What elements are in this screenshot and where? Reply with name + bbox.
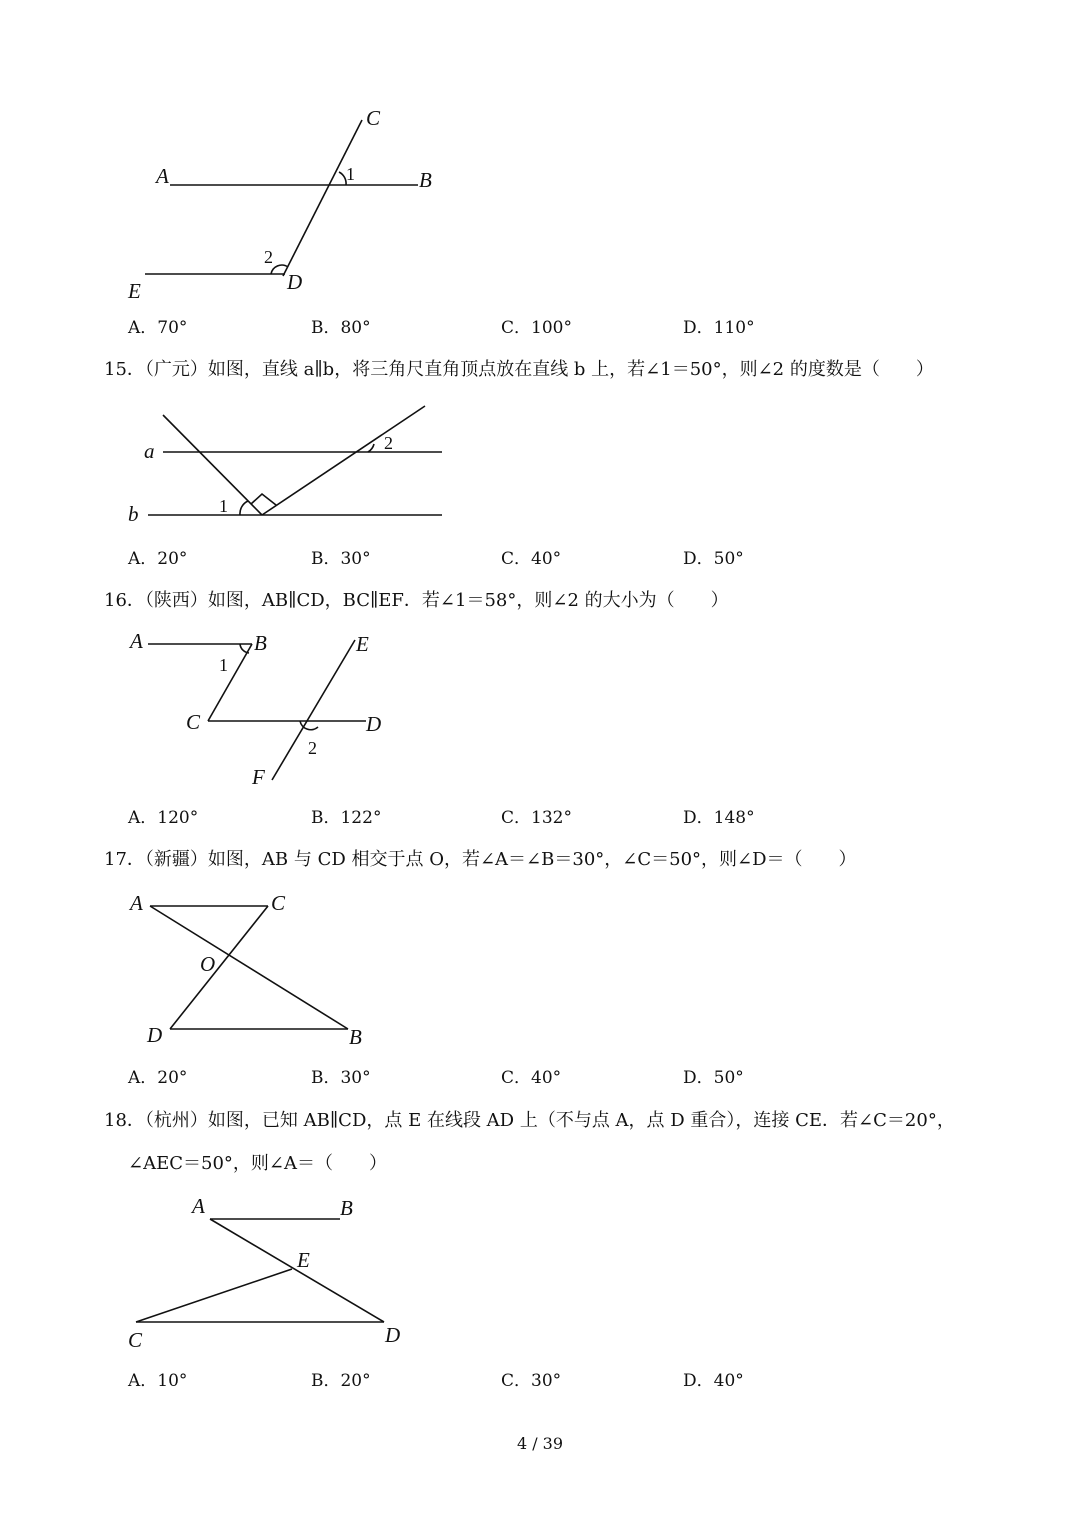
q14-option-c: C．100° — [501, 318, 572, 338]
q15-option-b: B．30° — [311, 549, 371, 569]
page-number: 4 / 39 — [516, 1434, 564, 1453]
q18-label-e: E — [297, 1248, 310, 1272]
q18-option-a: A．10° — [128, 1371, 188, 1391]
q16-label-a: A — [130, 629, 143, 653]
q15-figure — [148, 406, 442, 515]
q18-option-b: B．20° — [311, 1371, 371, 1391]
q14-line-cd — [283, 120, 362, 276]
q17-line-ab — [150, 906, 348, 1029]
q18-label-a: A — [192, 1194, 205, 1218]
q15-angle1-label: 1 — [219, 496, 228, 516]
q14-label-e: E — [128, 279, 141, 303]
q15-right-angle-mark — [251, 494, 276, 505]
q17-label-b: B — [349, 1025, 362, 1049]
q16-option-c: C．132° — [501, 808, 572, 828]
q14-option-b: B．80° — [311, 318, 371, 338]
q15-option-d: D．50° — [683, 549, 744, 569]
q15-question-text: 15．（广元）如图，直线 a∥b，将三角尺直角顶点放在直线 b 上，若∠1＝50°，则∠2 的度数是（ ） — [104, 359, 934, 380]
q16-label-e: E — [356, 632, 369, 656]
q14-angle2-label: 2 — [264, 247, 273, 267]
q16-angle1-label: 1 — [219, 655, 228, 675]
q15-option-a: A．20° — [128, 549, 188, 569]
q15-triangle-leg-left — [163, 415, 262, 515]
q18-option-c: C．30° — [501, 1371, 562, 1391]
q17-label-d: D — [147, 1023, 163, 1047]
q14-label-b: B — [419, 168, 432, 192]
q14-label-c: C — [366, 106, 381, 130]
q15-label-b: b — [128, 502, 139, 526]
q17-option-c: C．40° — [501, 1068, 562, 1088]
q15-angle2-label: 2 — [384, 433, 393, 453]
q16-line-bc — [208, 644, 252, 721]
q17-option-b: B．30° — [311, 1068, 371, 1088]
q14-label-a: A — [156, 164, 169, 188]
q18-question-text-line2: ∠AEC＝50°，则∠A＝（ ） — [128, 1153, 387, 1174]
q15-option-c: C．40° — [501, 549, 562, 569]
q16-label-b: B — [254, 631, 267, 655]
q14-option-a: A．70° — [128, 318, 188, 338]
q15-triangle-leg-right — [262, 406, 425, 515]
q17-figure — [150, 906, 348, 1029]
q16-question-text: 16．（陕西）如图，AB∥CD，BC∥EF．若∠1＝58°，则∠2 的大小为（ ） — [104, 590, 729, 611]
q14-label-d: D — [287, 270, 303, 294]
q17-label-o: O — [200, 952, 216, 976]
q16-option-d: D．148° — [683, 808, 755, 828]
q14-option-d: D．110° — [683, 318, 755, 338]
q16-label-c: C — [186, 710, 201, 734]
q18-option-d: D．40° — [683, 1371, 744, 1391]
q15-label-a: a — [144, 439, 155, 463]
q17-label-c: C — [271, 891, 286, 915]
q16-option-a: A．120° — [128, 808, 199, 828]
q18-figure — [136, 1219, 384, 1322]
q17-label-a: A — [130, 891, 143, 915]
q16-line-ef — [272, 640, 355, 780]
q16-figure — [148, 640, 366, 780]
q16-label-f: F — [252, 765, 265, 789]
q17-question-text: 17．（新疆）如图，AB 与 CD 相交于点 O，若∠A＝∠B＝30°，∠C＝50°，则∠D＝（ ） — [104, 849, 857, 870]
q18-question-text-line1: 18．（杭州）如图，已知 AB∥CD，点 E 在线段 AD 上（不与点 A，点 D 重合），连接 CE．若∠C＝20°， — [104, 1110, 955, 1131]
q18-line-ce — [136, 1269, 292, 1322]
q15-angle1-arc — [240, 501, 248, 515]
q16-label-d: D — [366, 712, 382, 736]
q14-figure — [145, 120, 418, 276]
q17-option-d: D．50° — [683, 1068, 744, 1088]
q14-angle1-label: 1 — [346, 164, 355, 184]
q18-label-c: C — [128, 1328, 143, 1352]
q17-line-cd — [170, 906, 268, 1029]
q16-option-b: B．122° — [311, 808, 382, 828]
q18-label-b: B — [340, 1196, 353, 1220]
q15-angle2-arc — [368, 444, 374, 452]
q16-angle2-label: 2 — [308, 738, 317, 758]
q18-label-d: D — [385, 1323, 401, 1347]
q17-option-a: A．20° — [128, 1068, 188, 1088]
